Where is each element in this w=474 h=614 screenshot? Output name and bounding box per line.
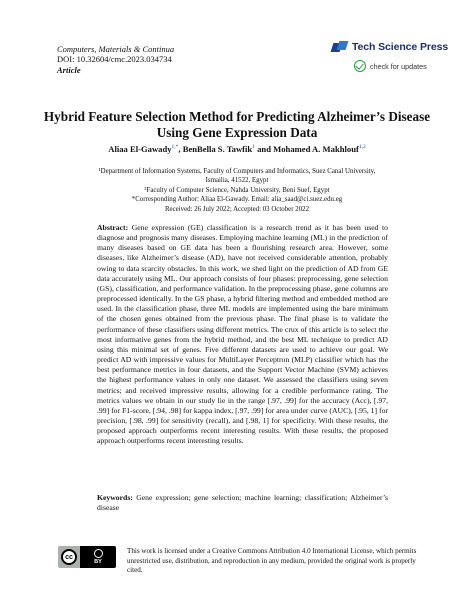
- affiliation-line: ¹Department of Information Systems, Faculty of Computers and Informatics, Suez Canal University,: [98, 168, 376, 175]
- author-separator: ,: [178, 144, 183, 154]
- cc-by-license-icon[interactable]: [58, 546, 116, 568]
- attribution-person-icon: [94, 549, 103, 558]
- cc-icon: [61, 549, 77, 565]
- keywords-text: Gene expression; gene selection; machine learning; classification; Alzheimer’s disease: [97, 493, 388, 513]
- license-text: This work is licensed under a Creative Commons Attribution 4.0 International License, which permits unrestricted use, distribution, and reproduction in any medium, provided the original work is properly cited.: [127, 547, 417, 574]
- keywords-label: Keywords:: [97, 493, 133, 502]
- paper-title: Hybrid Feature Selection Method for Predicting Alzheimer’s Disease Using Gene Expression Data: [43, 109, 431, 140]
- keywords: [97, 493, 388, 513]
- author-affiliation-mark[interactable]: 1,2: [358, 144, 366, 151]
- received-accepted-dates: Received: 26 July 2022; Accepted: 03 October 2022: [164, 205, 310, 213]
- abstract-text: Gene expression (GE) classification is a research trend as it has been used to diagnose and prognosis many diseases. Employing machine learning (ML) in the prediction of many diseases based on GE data has been a flourishing research area. However, some diseases, like Alzheimer’s disease (AD), have not received considerable attention, probably owing to data scarcity obstacles. In this work, we shed light on the prediction of AD from GE data accurately using ML. Our approach consists of four phases: preprocessing, gene selection (GS), classification, and performance validation. In the preprocessing phase, gene columns are preprocessed identically. In the GS phase, a hybrid filtering method and embedded method are used. In the classification phase, three ML models are implemented using the bare minimum of the chosen genes obtained from the previous phase. The final phase is to validate the performance of these classifiers using different metrics. The crux of this article is to select the most informative genes from the hybrid method, and the best ML technique to predict AD using this minimal set of genes. Five different datasets are used to achieve our goal. We predict AD with impressive values for MultiLayer Perceptron (MLP) classifier which has the best performance metrics in four datasets, and the Support Vector Machine (SVM) achieves the highest performance values in only one dataset. We assessed the classifiers using seven metrics; and received impressive results, allowing for a credible performance rating. The metrics values we obtain in our study lie in the range [.97, .99] for the accuracy (Acc), [.97, .99] for F1-score, [.94, .98] for kappa index, [.97, .99] for area under curve (AUC), [.95, 1] for precision, [.98, .99] for sensitivity (recall), and [.98, 1] for specificity. With these results, the proposed approach outperforms recent interesting results. With these results, the proposed approach outperforms recent interesting results.: [97, 223, 389, 446]
- author-name: Mohamed A. Makhlouf: [273, 144, 359, 154]
- by-panel: [80, 546, 116, 568]
- doi[interactable]: DOI: 10.32604/cmc.2023.034734: [57, 54, 172, 64]
- publisher-logo-icon: [332, 41, 348, 53]
- author-affiliation-mark[interactable]: 1: [252, 144, 255, 151]
- check-for-updates-badge[interactable]: [354, 60, 427, 72]
- publisher-name: Tech Science Press: [352, 41, 449, 53]
- affiliation-line: Ismailia, 41522, Egypt: [205, 177, 269, 185]
- author-list: [40, 144, 434, 154]
- corresponding-author: *Corresponding Author: Aliaa El-Gawady. Email: alia_saad@ci.suez.edu.eg: [131, 196, 343, 204]
- by-label: BY: [94, 559, 102, 565]
- author-name: Aliaa El-Gawady: [108, 144, 172, 154]
- affiliation-line: ²Faculty of Computer Science, Nahda University, Beni Suef, Egypt: [144, 186, 330, 194]
- cc-logo-panel: [58, 546, 80, 568]
- check-for-updates-label: check for updates: [370, 61, 427, 71]
- abstract: [97, 223, 388, 446]
- abstract-label: Abstract:: [97, 223, 129, 232]
- article-type: Article: [57, 65, 81, 75]
- publisher-logo: [332, 40, 448, 54]
- check-circle-icon: [354, 60, 366, 72]
- author-name: BenBella S. Tawfik: [182, 144, 253, 154]
- author-affiliation-mark[interactable]: 1,*: [171, 144, 179, 151]
- journal-name: Computers, Materials & Continua: [57, 44, 175, 54]
- cc-label: cc: [65, 553, 73, 561]
- affiliations: [60, 167, 414, 214]
- author-separator: and: [254, 144, 274, 154]
